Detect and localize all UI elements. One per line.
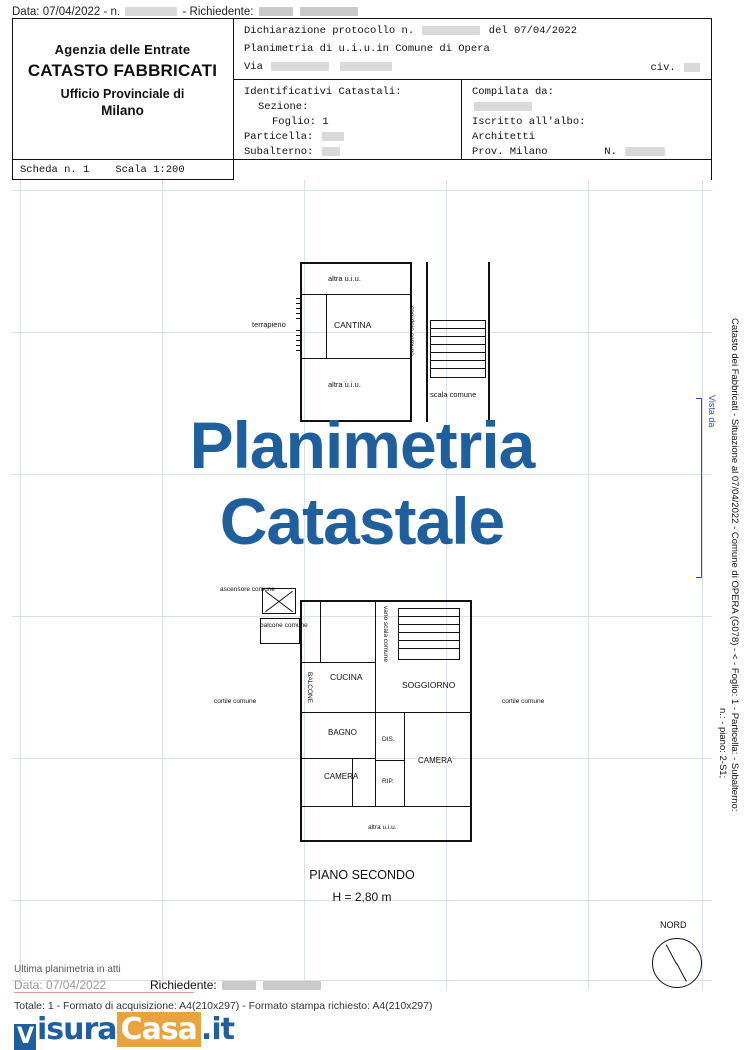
stair-step xyxy=(398,640,460,641)
footer-date-struck: Data: 07/04/2022 xyxy=(14,978,107,992)
plan-label-ascensore: ascensore comune xyxy=(220,586,275,593)
plan-wall xyxy=(404,712,405,806)
subalterno-row xyxy=(244,146,451,158)
plan-wall xyxy=(375,760,405,761)
scala-label: Scala 1:200 xyxy=(115,163,185,176)
plan-wall xyxy=(352,758,353,806)
plan-label-cucina: CUCINA xyxy=(330,672,363,682)
redacted-via xyxy=(271,62,329,71)
plan-label-balcone: BALCONE xyxy=(306,672,313,704)
plan-wall xyxy=(300,758,376,759)
del-label: del xyxy=(488,25,508,37)
footer-note: Ultima planimetria in atti xyxy=(14,964,121,975)
watermark xyxy=(12,408,712,560)
stair-step xyxy=(398,632,460,633)
visuracasa-logo[interactable] xyxy=(14,1012,234,1050)
redacted-via-2 xyxy=(340,62,392,71)
plan-label-camera-2: CAMERA xyxy=(418,756,453,765)
watermark-line-1: Planimetria xyxy=(189,408,535,482)
lower-floor-plan xyxy=(202,586,545,850)
plan-label-dis: DIS. xyxy=(382,736,395,743)
sezione-row: Sezione: xyxy=(258,101,309,113)
civ-line xyxy=(650,62,702,74)
agency-header-block xyxy=(12,18,234,160)
plan-label: scala comune xyxy=(430,390,477,399)
ufficio-city: Milano xyxy=(101,103,144,118)
upper-floor-plan xyxy=(240,258,510,428)
plan-wall xyxy=(300,262,412,264)
plan-label-cortile-left: cortile comune xyxy=(214,698,257,705)
sidebar-metadata xyxy=(714,18,748,990)
plan-label-altra-uiu: altra u.i.u. xyxy=(368,824,397,831)
plan-wall xyxy=(375,600,376,806)
plan-wall xyxy=(320,600,321,662)
redacted-number xyxy=(125,7,177,16)
del-date: 07/04/2022 xyxy=(513,25,577,37)
compilata-title: Compilata da: xyxy=(472,86,554,98)
stair-step xyxy=(430,352,486,353)
footer-requester-label: Richiedente: xyxy=(150,978,217,992)
agency-name: Agenzia delle Entrate xyxy=(54,42,191,57)
plan-wall xyxy=(300,294,412,295)
sidebar-text-2 xyxy=(717,708,728,778)
plan-caption xyxy=(12,868,712,904)
drawing-area xyxy=(12,180,712,990)
richiedente-label: - Richiedente: xyxy=(182,6,254,18)
declaration-header-block xyxy=(234,18,712,160)
sidebar-text-value: Catasto dei Fabbricati - Situazione al 07/04/2022 - Comune di OPERA (G078) - < - Foglio: 1 - Particella: - Subalterno: xyxy=(729,318,740,812)
view-direction-brace xyxy=(696,398,702,578)
redacted-civ xyxy=(684,63,700,72)
particella-label: Particella: xyxy=(244,131,314,143)
plan-wall xyxy=(300,840,472,842)
logo-it: .it xyxy=(200,1012,234,1047)
grid-line-h xyxy=(12,980,712,981)
planimetria-line: Planimetria di u.i.u.in Comune di Opera xyxy=(244,43,490,55)
logo-casa: Casa xyxy=(117,1012,201,1047)
iscritto-label: Iscritto all'albo: xyxy=(472,116,586,128)
foglio-value: 1 xyxy=(322,116,329,128)
n-label: - n. xyxy=(103,6,121,18)
plan-label-vano-scala: vano scala comune xyxy=(382,606,389,663)
compilata-value xyxy=(472,101,702,113)
plan-wall xyxy=(300,712,376,713)
redacted-footer-requester-2 xyxy=(263,981,321,990)
sidebar-text xyxy=(729,318,740,811)
plan-label-rip: RIP. xyxy=(382,778,394,785)
prov-row xyxy=(472,146,702,158)
footer-requester xyxy=(150,978,323,992)
prov-label: Prov. Milano xyxy=(472,146,548,158)
compilata-block xyxy=(462,80,712,160)
plan-wall xyxy=(300,662,376,663)
albo-value: Architetti xyxy=(472,131,536,143)
plan-wall xyxy=(300,600,472,602)
stair-step xyxy=(398,624,460,625)
stair-step xyxy=(430,368,486,369)
stair-step xyxy=(430,344,486,345)
plan-label-corridoio: corridoio comune xyxy=(408,306,415,356)
scheda-label: Scheda n. 1 xyxy=(20,163,90,176)
caption-height: H = 2,80 m xyxy=(332,890,392,904)
plan-label: terrapieno xyxy=(252,320,286,329)
grid-line-h xyxy=(12,190,712,191)
catasto-title: CATASTO FABBRICATI xyxy=(27,61,218,80)
compass-label: NORD xyxy=(660,920,687,930)
plan-label: CANTINA xyxy=(334,320,372,330)
date-label: Data: xyxy=(12,6,40,18)
date-value: 07/04/2022 xyxy=(42,6,101,18)
redacted-compiler xyxy=(474,102,532,111)
plan-wall xyxy=(375,712,472,713)
dichiarazione-line xyxy=(244,25,702,37)
plan-label-cortile-right: cortile comune xyxy=(502,698,545,705)
plan-wall xyxy=(326,294,327,358)
logo-isura: isura xyxy=(37,1012,117,1047)
redacted-subalterno xyxy=(322,147,340,156)
watermark-line-2: Catastale xyxy=(219,483,505,558)
logo-v: V xyxy=(14,1024,36,1050)
identificativi-block xyxy=(234,80,462,160)
top-meta-line xyxy=(12,6,360,18)
identificativi-title: Identificativi Catastali: xyxy=(244,86,402,98)
dichiarazione-label: Dichiarazione protocollo n. xyxy=(244,25,415,37)
ufficio-label: Ufficio Provinciale di xyxy=(60,87,185,101)
via-label: Via xyxy=(244,61,263,73)
plan-label-soggiorno: SOGGIORNO xyxy=(402,680,456,690)
via-line xyxy=(244,61,702,73)
foglio-label: Foglio: xyxy=(272,116,317,128)
stair-step xyxy=(430,328,486,329)
plan-wall xyxy=(488,262,490,422)
plan-label-balcone-comune: balcone comune xyxy=(260,622,308,629)
civ-label: civ. xyxy=(650,62,676,74)
stair-step xyxy=(430,336,486,337)
redacted-requester-2 xyxy=(300,7,358,16)
redacted-requester xyxy=(259,7,293,16)
declaration-row xyxy=(234,18,712,80)
foglio-row xyxy=(244,116,451,128)
redacted-protocol xyxy=(422,26,480,35)
particella-row xyxy=(244,131,451,143)
stair-step xyxy=(430,360,486,361)
n-label-right: N. xyxy=(604,146,617,158)
scheda-strip xyxy=(12,160,234,180)
plan-label: altra u.i.u. xyxy=(328,380,361,389)
footer-format-line: Totale: 1 - Formato di acquisizione: A4(210x297) - Formato stampa richiesto: A4(210x297) xyxy=(14,1000,433,1012)
vista-da-label: Vista da xyxy=(707,395,717,428)
strike-through xyxy=(14,992,194,993)
stair-step xyxy=(398,616,460,617)
plan-label-bagno: BAGNO xyxy=(328,728,357,737)
stair-step xyxy=(398,648,460,649)
plan-hatch xyxy=(296,298,302,322)
redacted-particella xyxy=(322,132,344,141)
plan-wall xyxy=(300,806,472,807)
compass-icon xyxy=(652,938,704,990)
subalterno-label: Subalterno: xyxy=(244,146,314,158)
sidebar-text2-value: n.: - piano: 2-S1; xyxy=(717,708,728,779)
redacted-n xyxy=(625,147,665,156)
plan-wall xyxy=(300,358,412,359)
plan-label: altra u.i.u. xyxy=(328,274,361,283)
plan-wall xyxy=(426,262,428,422)
plan-label-camera-1: CAMERA xyxy=(324,772,359,781)
plan-hatch xyxy=(296,330,302,354)
caption-floor: PIANO SECONDO xyxy=(309,868,415,882)
redacted-footer-requester xyxy=(222,981,256,990)
